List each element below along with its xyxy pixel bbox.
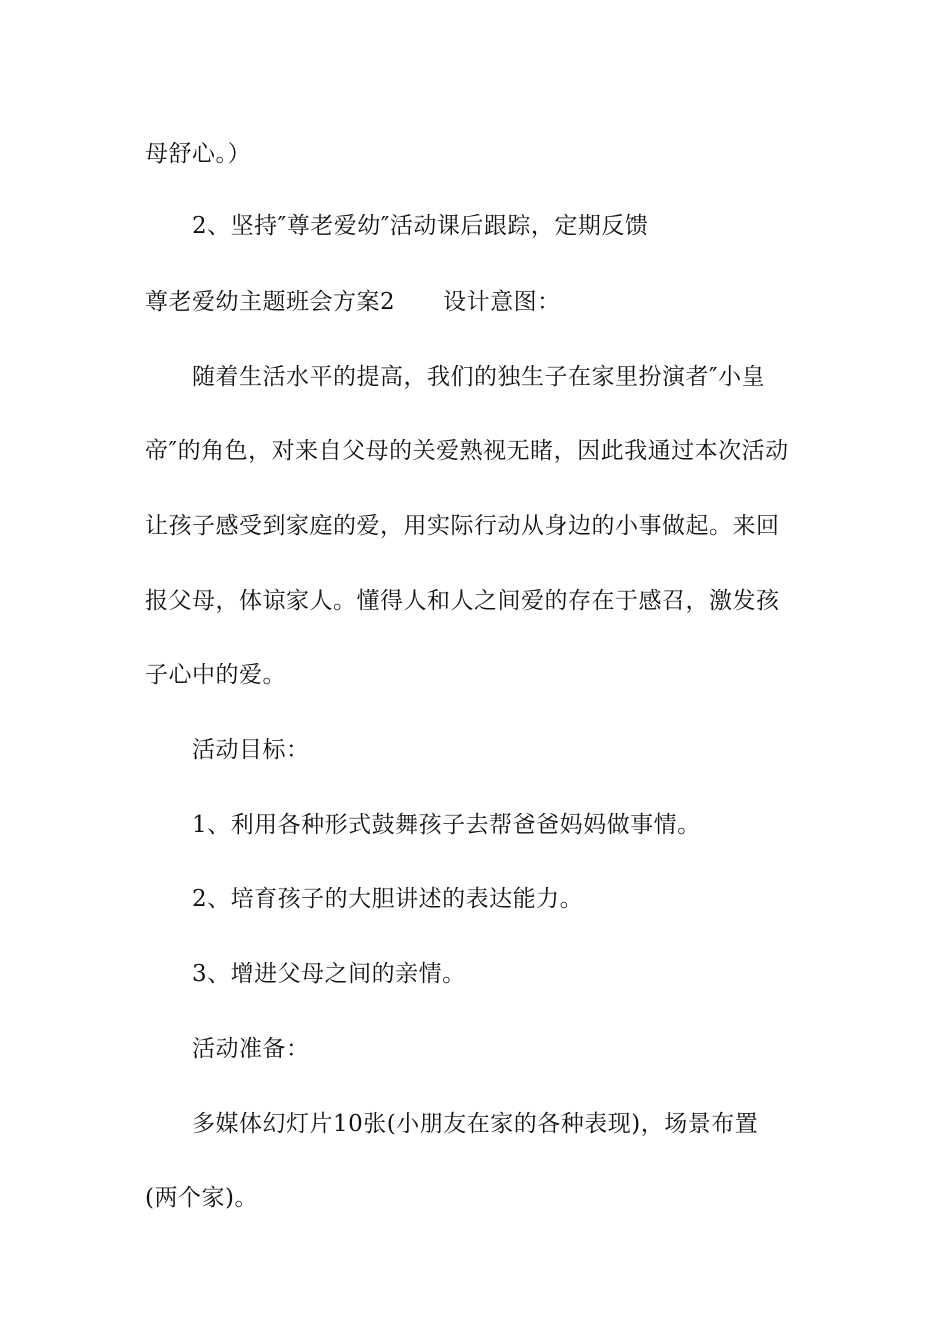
paragraph-line-7: 报父母，体谅家人。懂得人和人之间爱的存在于感召，激发孩 bbox=[145, 588, 780, 614]
paragraph-line-4: 随着生活水平的提高，我们的独生子在家里扮演者″小皇 bbox=[192, 364, 766, 390]
preparation-line-2: (两个家)。 bbox=[145, 1185, 258, 1211]
paragraph-line-6: 让孩子感受到家庭的爱，用实际行动从身边的小事做起。来回 bbox=[145, 513, 780, 539]
paragraph-line-1: 母舒心。） bbox=[145, 141, 251, 167]
section-title: 尊老爱幼主题班会方案2 bbox=[145, 289, 396, 315]
goal-item-2: 2、培育孩子的大胆讲述的表达能力。 bbox=[192, 886, 584, 912]
paragraph-line-5: 帝″的角色，对来自父母的关爱熟视无睹，因此我通过本次活动 bbox=[145, 438, 789, 464]
paragraph-line-2: 2、坚持″尊老爱幼″活动课后跟踪，定期反馈 bbox=[192, 213, 649, 239]
activity-goals-heading: 活动目标： bbox=[192, 737, 310, 763]
goal-item-3: 3、增进父母之间的亲情。 bbox=[192, 961, 466, 987]
section-title-line bbox=[145, 286, 810, 318]
goal-item-1: 1、利用各种形式鼓舞孩子去帮爸爸妈妈做事情。 bbox=[192, 812, 701, 838]
preparation-line-1: 多媒体幻灯片10张(小朋友在家的各种表现)，场景布置 bbox=[192, 1111, 759, 1137]
activity-preparation-heading: 活动准备： bbox=[192, 1036, 310, 1062]
design-intent-heading: 设计意图： bbox=[443, 289, 561, 315]
paragraph-line-8: 子心中的爱。 bbox=[145, 662, 286, 688]
